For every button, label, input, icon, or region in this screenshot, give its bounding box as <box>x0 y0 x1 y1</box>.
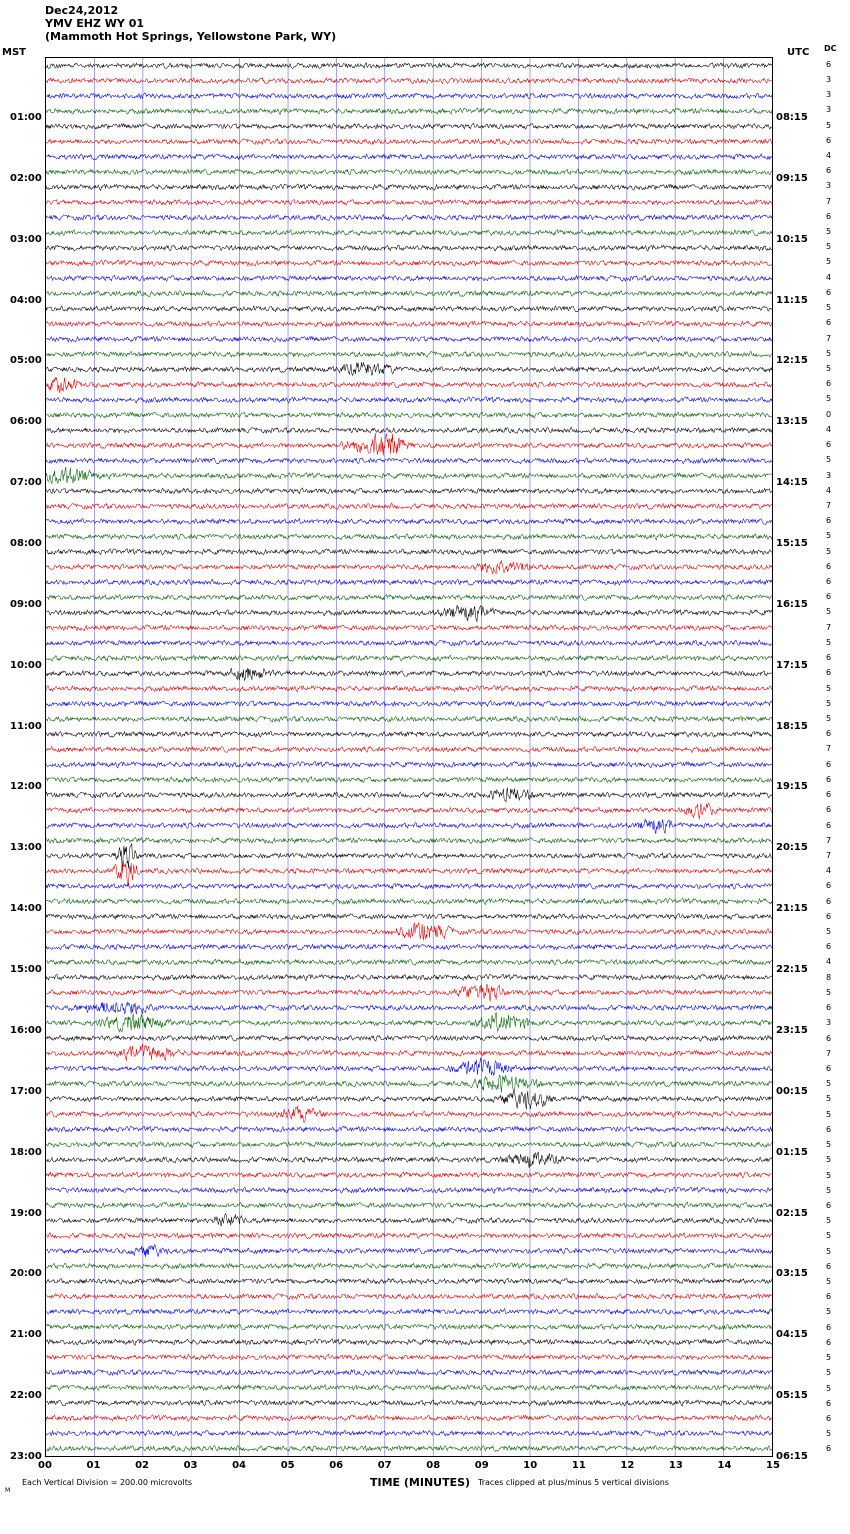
dc-value-label: 5 <box>826 607 832 617</box>
utc-hour-label: 09:15 <box>776 172 808 184</box>
dc-value-label: 6 <box>826 911 832 921</box>
dc-value-label: 6 <box>826 896 832 906</box>
dc-value-label: 5 <box>826 227 832 236</box>
utc-hour-label: 04:15 <box>776 1329 808 1341</box>
dc-value-label: 5 <box>826 927 832 936</box>
dc-value-label: 6 <box>826 135 832 145</box>
utc-hour-label: 10:15 <box>776 233 808 245</box>
dc-value-label: 6 <box>826 668 832 678</box>
x-tick-label: 08 <box>426 1460 441 1471</box>
utc-hour-label: 12:15 <box>776 355 808 367</box>
dc-value-label: 6 <box>826 1003 832 1013</box>
dc-value-label: 5 <box>826 394 832 404</box>
dc-value-label: 5 <box>826 1307 832 1317</box>
mst-hour-label: 08:00 <box>10 538 42 549</box>
mst-hour-label: 14:00 <box>10 903 42 915</box>
dc-value-label: 5 <box>826 1231 832 1241</box>
x-tick-label: 07 <box>377 1460 392 1471</box>
header-location: (Mammoth Hot Springs, Yellowstone Park, WY) <box>45 30 337 43</box>
mst-hour-label: 23:00 <box>10 1451 42 1462</box>
dc-value-label: 5 <box>826 1246 832 1256</box>
dc-value-label: 3 <box>826 74 832 84</box>
x-tick-label: 11 <box>571 1460 586 1471</box>
dc-value-label: 6 <box>826 1444 832 1454</box>
dc-value-label: 5 <box>826 1277 832 1286</box>
dc-value-label: 5 <box>826 714 832 723</box>
utc-hour-label: 15:15 <box>776 538 808 549</box>
dc-value-label: 5 <box>826 1094 832 1104</box>
clip-note: Traces clipped at plus/minus 5 vertical divisions <box>478 1478 669 1487</box>
utc-hour-label: 03:15 <box>776 1268 808 1280</box>
dc-value-label: 7 <box>826 744 832 754</box>
utc-hour-label: 22:15 <box>776 964 808 975</box>
dc-value-label: 7 <box>826 622 832 632</box>
micro-symbol: M <box>5 1487 11 1494</box>
x-tick-label: 09 <box>474 1460 489 1471</box>
dc-value-label: 8 <box>826 972 832 982</box>
utc-hour-label: 14:15 <box>776 477 808 489</box>
dc-value-label: 4 <box>826 272 832 282</box>
x-tick-label: 00 <box>38 1460 52 1471</box>
utc-axis-label: UTC <box>787 47 810 58</box>
mst-hour-label: 13:00 <box>10 842 42 854</box>
dc-value-label: 6 <box>826 759 832 769</box>
mst-hour-label: 01:00 <box>10 111 42 123</box>
mst-hour-label: 09:00 <box>10 598 42 610</box>
dc-value-label: 6 <box>826 561 832 571</box>
utc-hour-label: 18:15 <box>776 720 808 732</box>
dc-value-label: 5 <box>826 698 832 708</box>
dc-value-label: 6 <box>826 379 832 389</box>
dc-value-label: 7 <box>826 850 832 860</box>
utc-hour-label: 05:15 <box>776 1390 808 1402</box>
x-tick-label: 03 <box>183 1460 198 1471</box>
dc-value-label: 6 <box>826 805 832 815</box>
dc-value-label: 5 <box>826 364 832 373</box>
dc-value-label: 5 <box>826 1079 832 1089</box>
utc-hour-label: 01:15 <box>776 1146 808 1158</box>
dc-value-label: 7 <box>826 196 832 206</box>
header-date: Dec24,2012 <box>45 4 119 17</box>
utc-hour-label: 17:15 <box>776 659 808 671</box>
x-tick-label: 01 <box>86 1460 101 1471</box>
dc-value-label: 6 <box>826 1124 832 1134</box>
mst-hour-label: 07:00 <box>10 477 42 489</box>
utc-hour-label: 00:15 <box>776 1085 808 1097</box>
x-tick-label: 15 <box>766 1460 780 1471</box>
mst-hour-label: 22:00 <box>10 1390 42 1402</box>
mst-hour-label: 10:00 <box>10 659 42 671</box>
dc-value-label: 5 <box>826 1216 832 1226</box>
dc-value-label: 6 <box>826 1200 832 1210</box>
dc-value-label: 6 <box>826 1261 832 1271</box>
x-axis-title: TIME (MINUTES) <box>370 1476 471 1489</box>
mst-hour-label: 02:00 <box>10 172 42 184</box>
dc-value-label: 5 <box>826 683 832 693</box>
dc-value-label: 6 <box>826 729 832 739</box>
dc-value-label: 5 <box>826 1109 832 1119</box>
dc-value-label: 6 <box>826 1398 832 1408</box>
dc-value-label: 6 <box>826 287 832 297</box>
dc-value-label: 6 <box>826 881 832 891</box>
dc-value-label: 6 <box>826 440 832 449</box>
dc-value-label: 5 <box>826 303 832 313</box>
dc-value-label: 5 <box>826 120 832 130</box>
utc-hour-label: 19:15 <box>776 781 808 793</box>
dc-value-label: 6 <box>826 1322 832 1332</box>
mst-hour-label: 05:00 <box>10 355 42 367</box>
dc-value-label: 5 <box>826 455 832 465</box>
mst-axis-label: MST <box>2 47 26 58</box>
dc-value-label: 4 <box>826 150 832 160</box>
dc-axis-label: DC <box>824 44 837 53</box>
mst-hour-label: 18:00 <box>10 1146 42 1158</box>
x-tick-label: 05 <box>280 1460 295 1471</box>
dc-value-label: 5 <box>826 348 832 358</box>
mst-hour-label: 12:00 <box>10 781 42 793</box>
x-tick-label: 13 <box>668 1460 683 1471</box>
dc-value-label: 6 <box>826 1414 832 1423</box>
mst-hour-label: 17:00 <box>10 1085 42 1097</box>
mst-hour-label: 04:00 <box>10 294 42 306</box>
dc-value-label: 5 <box>826 637 832 647</box>
utc-hour-label: 06:15 <box>776 1451 808 1462</box>
x-tick-label: 04 <box>232 1460 247 1471</box>
mst-hour-label: 19:00 <box>10 1207 42 1219</box>
utc-hour-label: 11:15 <box>776 294 808 306</box>
dc-value-label: 6 <box>826 653 832 663</box>
dc-value-label: 3 <box>826 181 832 191</box>
dc-value-label: 6 <box>826 166 832 176</box>
mst-hour-label: 21:00 <box>10 1329 42 1341</box>
x-tick-label: 12 <box>620 1460 635 1471</box>
utc-hour-label: 13:15 <box>776 416 808 428</box>
scale-note: Each Vertical Division = 200.00 microvolts <box>22 1478 193 1487</box>
x-tick-label: 02 <box>135 1460 150 1471</box>
dc-value-label: 6 <box>826 820 832 830</box>
dc-value-label: 3 <box>826 105 832 115</box>
dc-value-label: 5 <box>826 1368 832 1378</box>
x-tick-label: 14 <box>717 1460 732 1471</box>
dc-value-label: 6 <box>826 774 832 784</box>
dc-value-label: 5 <box>826 242 832 252</box>
dc-value-label: 6 <box>826 942 832 952</box>
mst-hour-label: 15:00 <box>10 964 42 975</box>
dc-value-label: 5 <box>826 546 832 556</box>
utc-hour-label: 23:15 <box>776 1024 808 1036</box>
dc-value-label: 7 <box>826 500 832 510</box>
dc-value-label: 6 <box>826 1292 832 1302</box>
dc-value-label: 6 <box>826 592 832 602</box>
mst-hour-label: 06:00 <box>10 416 42 428</box>
dc-value-label: 6 <box>826 577 832 586</box>
dc-value-label: 0 <box>826 409 832 419</box>
dc-value-label: 6 <box>826 790 832 799</box>
dc-value-label: 5 <box>826 1429 832 1439</box>
dc-value-label: 7 <box>826 835 832 845</box>
mst-hour-label: 20:00 <box>10 1268 42 1280</box>
dc-value-label: 3 <box>826 90 832 99</box>
dc-value-label: 5 <box>826 987 832 997</box>
utc-hour-label: 21:15 <box>776 903 808 915</box>
utc-hour-label: 20:15 <box>776 842 808 854</box>
dc-value-label: 6 <box>826 1064 832 1073</box>
dc-value-label: 6 <box>826 516 832 526</box>
dc-value-label: 4 <box>826 957 832 967</box>
mst-hour-label: 03:00 <box>10 233 42 245</box>
x-tick-label: 06 <box>329 1460 344 1471</box>
dc-value-label: 3 <box>826 1018 832 1028</box>
dc-value-label: 5 <box>826 1383 832 1393</box>
mst-hour-label: 11:00 <box>10 720 42 732</box>
dc-value-label: 5 <box>826 1170 832 1180</box>
dc-value-label: 3 <box>826 470 832 480</box>
x-tick-label: 10 <box>523 1460 538 1471</box>
mst-hour-label: 16:00 <box>10 1024 42 1036</box>
dc-value-label: 5 <box>826 531 832 541</box>
dc-value-label: 7 <box>826 1048 832 1058</box>
utc-hour-label: 16:15 <box>776 598 808 610</box>
dc-value-label: 5 <box>826 1185 832 1195</box>
helicorder-plot <box>45 57 773 1457</box>
dc-value-label: 6 <box>826 59 832 69</box>
chart-header <box>45 4 336 43</box>
utc-hour-label: 02:15 <box>776 1207 808 1219</box>
dc-value-label: 5 <box>826 1353 832 1363</box>
dc-value-label: 4 <box>826 424 832 434</box>
dc-value-label: 6 <box>826 211 832 221</box>
dc-value-label: 7 <box>826 333 832 343</box>
dc-value-label: 5 <box>826 257 832 267</box>
dc-value-label: 6 <box>826 1337 832 1347</box>
header-station: YMV EHZ WY 01 <box>45 17 145 30</box>
utc-hour-label: 08:15 <box>776 111 808 123</box>
seismogram-traces <box>46 58 772 1456</box>
dc-value-label: 6 <box>826 1033 832 1043</box>
dc-value-label: 5 <box>826 1140 832 1149</box>
dc-value-label: 4 <box>826 485 832 495</box>
dc-value-label: 6 <box>826 318 832 328</box>
dc-value-label: 5 <box>826 1155 832 1165</box>
dc-value-label: 4 <box>826 866 832 876</box>
